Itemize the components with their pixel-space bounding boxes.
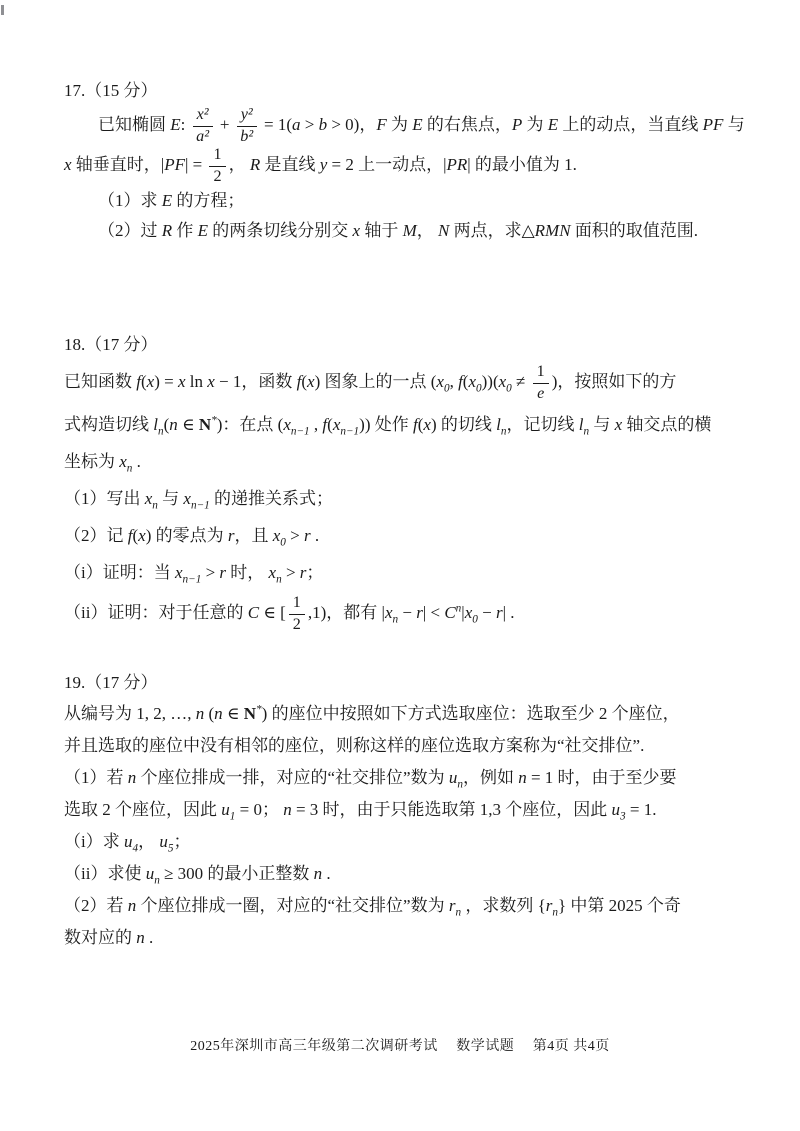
problem-19-heading: 19.（17 分）: [64, 672, 158, 692]
problem-19-line-1: 从编号为 1, 2, …, n (n ∈ N*) 的座位中按照如下方式选取座位：选取至少 2 个座位，: [64, 703, 680, 724]
scan-artifact-mark: [1, 5, 4, 15]
problem-18-line-1: 已知函数 f(x) = x ln x − 1，函数 f(x) 图象上的一点 ($x_0$, $f(x_0))(x_0$ ≠ $\frac{1}{e}$ )，按照如下的方: [64, 363, 677, 402]
problem-19-line-4: 选取 2 个座位，因此 $u_1 = 0$； n = 3 时，由于只能选取第 1,3 个座位，因此 $u_3 = 1$.: [64, 800, 657, 823]
problem-18: [64, 330, 740, 637]
problem-19-line-8: 数对应的 n .: [64, 928, 154, 948]
problem-18-line-5: （2）记 f(x) 的零点为 r，且 $x_0 > r$ .: [64, 526, 320, 549]
fraction: $\frac{1}{e}$: [533, 363, 549, 403]
fraction: $\frac{\text{y²}}{\text{b²}}$: [237, 106, 257, 146]
page-footer: [0, 1035, 800, 1055]
problem-17-line-4: （2）过 R 作 E 的两条切线分别交 x 轴于 M， N 两点，求△RMN 面积的取值范围.: [98, 221, 699, 241]
problem-19: [64, 668, 740, 954]
problem-19-line-2: 并且选取的座位中没有相邻的座位，则称这样的座位选取方案称为“社交排位”.: [64, 736, 645, 756]
fraction: $\frac{1}{2}$: [209, 146, 225, 186]
problem-17-line-1: 已知椭圆 E: $\frac{\text{x²}}{\text{a²}}$ + $\frac{\text{y²}}{\text{b²}}$ = 1(a > b > 0)，F 为 E 的右焦点，P 为 E 上的动点，当直线 PF 与: [98, 106, 745, 145]
fraction: $\frac{1}{2}$: [289, 594, 305, 634]
problem-19-line-3: （1）若 n 个座位排成一排，对应的“社交排位”数为 $u_n$，例如 n = 1 时，由于至少要: [64, 768, 677, 791]
problem-19-line-6: （ii）求使 $u_n \ge 300$ 的最小正整数 n .: [64, 864, 331, 887]
problem-19-line-7: （2）若 n 个座位排成一圈，对应的“社交排位”数为 $r_n$ ，求数列 $\{r_n\}$ 中第 2025 个奇: [64, 896, 681, 919]
problem-18-line-6: （i）证明：当 $x_{n-1} > r$ 时， $x_n > r$；: [64, 563, 324, 586]
fraction: $\frac{\text{x²}}{\text{a²}}$: [193, 106, 213, 146]
problem-18-line-4: （1）写出 $x_n$ 与 $x_{n-1}$ 的递推关系式；: [64, 489, 333, 512]
footer-text: 2025年深圳市高三年级第二次调研考试 数学试题 第4页 共4页: [190, 1039, 610, 1054]
problems-container: [64, 76, 745, 954]
problem-18-line-3: 坐标为 $x_n$ .: [64, 452, 141, 475]
problem-17-heading: 17.（15 分）: [64, 81, 158, 100]
problem-18-line-7: （ii）证明：对于任意的 C ∈ [ $\frac{1}{2}$ ,1)，都有 $|x_n - r| < C^n|x_0 - r|$ .: [64, 594, 515, 634]
problem-17-line-3: （1）求 E 的方程；: [98, 191, 245, 211]
problem-18-heading: 18.（17 分）: [64, 335, 158, 355]
problem-17-line-2: x 轴垂直时，|PF| = $\frac{1}{2}$ ， R 是直线 y = 2 上一动点，|PR| 的最小值为 1.: [64, 146, 577, 185]
problem-17: [64, 76, 745, 246]
problem-19-line-5: （i）求 $u_4$， $u_5$；: [64, 832, 191, 855]
problem-18-line-2: 式构造切线 $l_n(n$ ∈ N*)：在点 ($x_{n-1}$ , $f(x_{n-1})$) 处作 f(x) 的切线 $l_n$，记切线 $l_n$ 与 x 轴交点的横: [64, 414, 712, 438]
